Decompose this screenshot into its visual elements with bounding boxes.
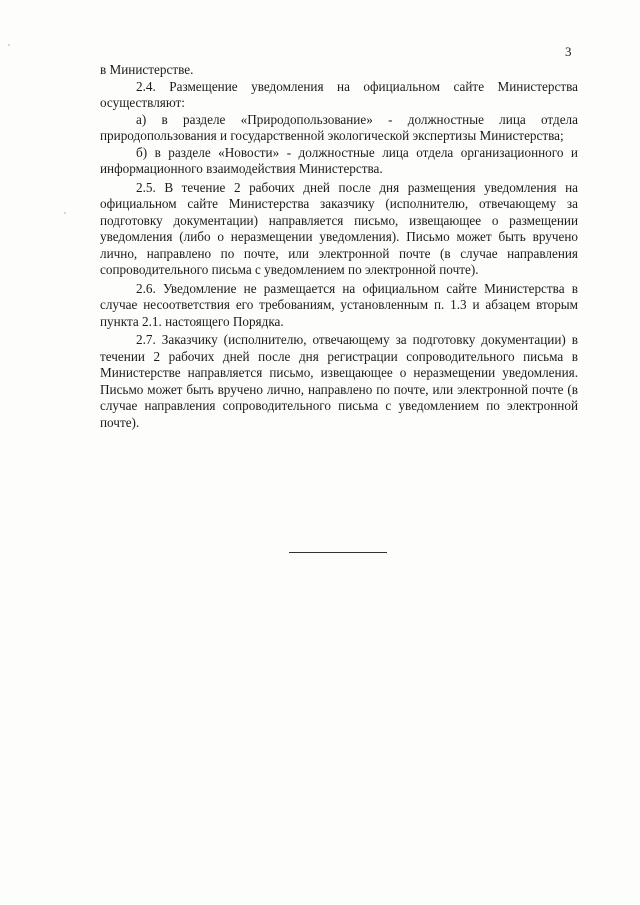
paragraph-2-4-b: б) в разделе «Новости» - должностные лица отдела организационного и информационного взаимодействия Министерства. — [100, 144, 578, 176]
paragraph-2-4-a: а) в разделе «Природопользование» - должностные лица отдела природопользования и государственной экологической экспертизы Министерства; — [100, 111, 578, 143]
closing-separator-line — [289, 552, 387, 553]
paragraph-2-5: 2.5. В течение 2 рабочих дней после дня размещения уведомления на официальном сайте Министерства заказчику (исполнителю, отвечающему за подготовку документации) направляется письмо, извещающее о размещении уведомления (либо о неразмещении уведомления). Письмо может быть вручено лично, направлено по почте, или электронной почте (в случае направления сопроводительного письма с уведомлением по электронной почте). — [100, 179, 578, 277]
paragraph-2-7: 2.7. Заказчику (исполнителю, отвечающему за подготовку документации) в течении 2 рабочих дней после дня регистрации сопроводительного письма в Министерстве направляется письмо, извещающее о неразмещении уведомления. Письмо может быть вручено лично, направлено по почте, или электронной почте (в случае направления сопроводительного письма с уведомлением по электронной почте). — [100, 332, 578, 430]
paragraph-continuation: в Министерстве. — [100, 62, 194, 77]
document-body — [100, 62, 578, 431]
page-number: 3 — [565, 44, 572, 59]
scan-speck — [8, 44, 10, 46]
scan-speck — [64, 212, 66, 214]
paragraph-2-4: 2.4. Размещение уведомления на официальном сайте Министерства осуществляют: — [100, 78, 578, 110]
paragraph-2-6: 2.6. Уведомление не размещается на официальном сайте Министерства в случае несоответствия его требованиям, установленным п. 1.3 и абзацем вторым пункта 2.1. настоящего Порядка. — [100, 280, 578, 329]
